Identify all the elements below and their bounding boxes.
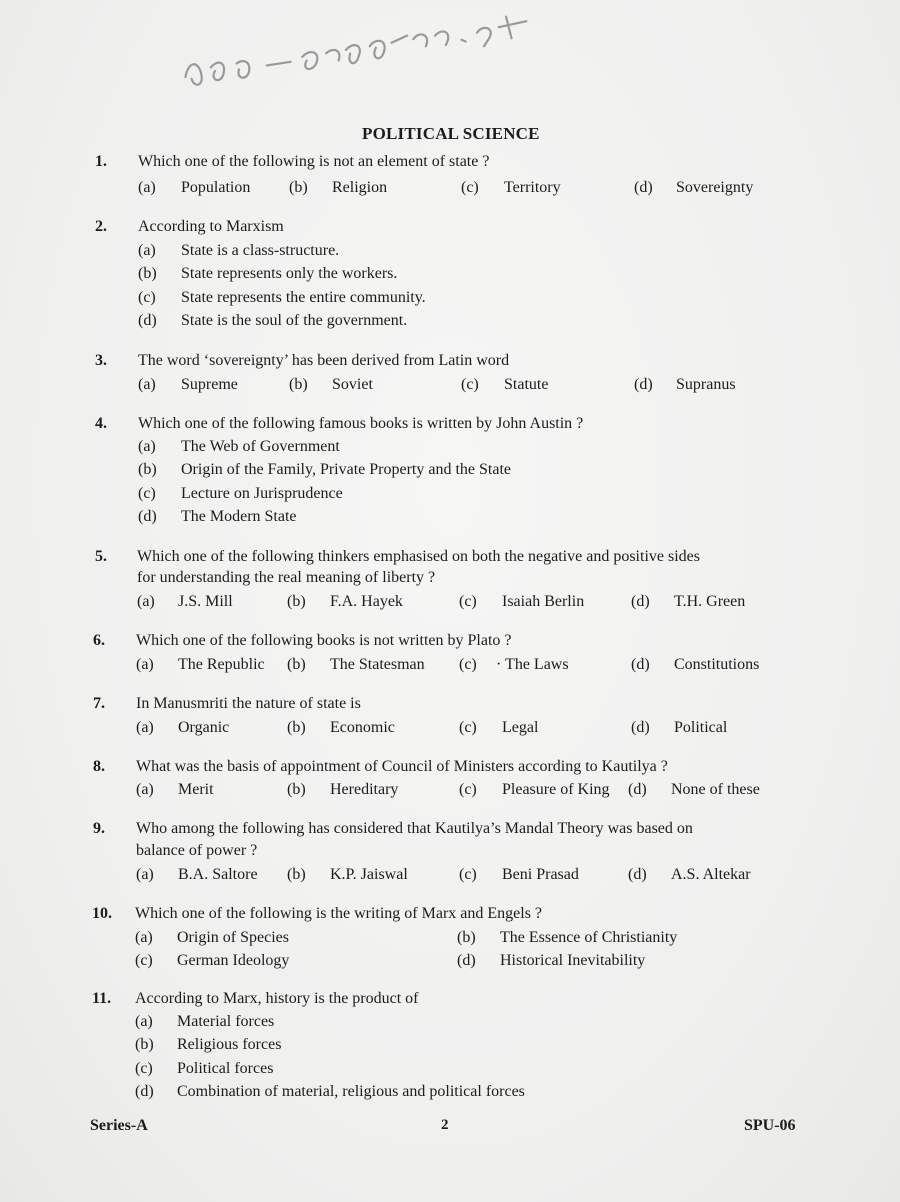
option-text: Population [181,179,251,196]
option-label: (b) [135,1036,154,1053]
question-text: Who among the following has considered that Kautilya’s Mandal Theory was based on [136,820,693,837]
option-label: (d) [628,866,647,883]
question-number: 9. [93,820,105,837]
option-text: · The Laws [496,656,569,673]
option-text: Organic [178,719,230,736]
option-label: (c) [459,719,477,736]
question-number: 6. [93,632,105,649]
option-label: (c) [135,952,153,969]
question-text: Which one of the following is the writing of Marx and Engels ? [135,905,543,922]
question-number: 8. [93,758,105,775]
option-text: State represents the entire community. [181,289,426,306]
option-text: Material forces [177,1013,275,1030]
option-text: Statute [504,376,549,393]
option-text: Sovereignty [676,179,754,196]
option-label: (a) [135,1013,153,1030]
option-text: A.S. Altekar [671,866,751,883]
option-label: (c) [459,593,477,610]
question-text: The word ‘sovereignty’ has been derived from Latin word [138,352,510,369]
option-label: (b) [287,781,306,798]
option-label: (c) [138,485,156,502]
option-text: T.H. Green [674,593,746,610]
option-text: The Republic [178,656,265,673]
option-text: Legal [502,719,539,736]
option-text: Economic [330,719,395,736]
option-label: (a) [137,593,155,610]
question-number: 11. [92,990,112,1007]
option-label: (d) [135,1083,154,1100]
question-text: Which one of the following is not an element of state ? [138,153,490,170]
option-label: (b) [289,179,308,196]
footer-series: Series-A [90,1117,148,1134]
option-label: (c) [459,656,477,673]
option-label: (b) [287,593,306,610]
option-text: Combination of material, religious and political forces [177,1083,525,1100]
option-text: None of these [671,781,760,798]
option-label: (d) [634,179,653,196]
option-label: (d) [634,376,653,393]
option-label: (a) [136,866,154,883]
option-label: (b) [287,656,306,673]
option-text: Isaiah Berlin [502,593,585,610]
option-label: (a) [135,929,153,946]
option-label: (a) [138,242,156,259]
option-text: Political forces [177,1060,274,1077]
option-label: (a) [138,179,156,196]
question-text: According to Marx, history is the product of [135,990,419,1007]
option-text: Beni Prasad [502,866,579,883]
option-label: (d) [628,781,647,798]
question-text: According to Marxism [138,218,284,235]
option-text: Supranus [676,376,736,393]
option-text: The Web of Government [181,438,340,455]
option-label: (d) [138,508,157,525]
option-text: Merit [178,781,214,798]
question-number: 5. [95,548,107,565]
option-text: Religious forces [177,1036,282,1053]
option-label: (b) [287,719,306,736]
option-text: State represents only the workers. [181,265,398,282]
option-text: German Ideology [177,952,290,969]
question-number: 4. [95,415,107,432]
option-text: K.P. Jaiswal [330,866,408,883]
question-text: Which one of the following famous books is written by John Austin ? [138,415,584,432]
footer-page-number: 2 [441,1117,449,1133]
option-text: Historical Inevitability [500,952,646,969]
option-label: (d) [631,593,650,610]
option-text: Origin of Species [177,929,289,946]
option-label: (d) [138,312,157,329]
handwritten-note-scribble [176,4,570,95]
option-text: State is a class-structure. [181,242,340,259]
option-label: (d) [631,656,650,673]
question-text: Which one of the following thinkers emphasised on both the negative and positive sides [137,548,700,565]
question-number: 10. [92,905,112,922]
question-text: balance of power ? [136,842,258,859]
option-text: Origin of the Family, Private Property and the State [181,461,512,478]
option-text: Territory [504,179,561,196]
option-text: Constitutions [674,656,760,673]
option-label: (b) [138,461,157,478]
option-label: (b) [138,265,157,282]
question-number: 1. [95,153,107,170]
question-text: In Manusmriti the nature of state is [136,695,361,712]
option-label: (c) [461,179,479,196]
option-label: (b) [287,866,306,883]
option-text: The Statesman [330,656,425,673]
question-text: Which one of the following books is not written by Plato ? [136,632,512,649]
option-text: Lecture on Jurisprudence [181,485,343,502]
option-label: (a) [138,376,156,393]
option-text: The Essence of Christianity [500,929,678,946]
option-text: Political [674,719,728,736]
section-title: POLITICAL SCIENCE [362,124,540,143]
option-text: Hereditary [330,781,399,798]
option-label: (c) [461,376,479,393]
option-text: J.S. Mill [178,593,233,610]
question-number: 7. [93,695,105,712]
option-text: Religion [332,179,388,196]
option-label: (c) [459,781,477,798]
option-label: (c) [138,289,156,306]
option-label: (a) [136,656,154,673]
option-label: (b) [457,929,476,946]
option-text: F.A. Hayek [330,593,403,610]
footer-code: SPU-06 [744,1117,796,1134]
question-text: for understanding the real meaning of liberty ? [137,569,436,586]
option-text: State is the soul of the government. [181,312,408,329]
question-text: What was the basis of appointment of Council of Ministers according to Kautilya ? [136,758,668,775]
option-label: (c) [459,866,477,883]
option-label: (d) [457,952,476,969]
option-text: B.A. Saltore [178,866,258,883]
option-label: (a) [138,438,156,455]
option-text: Supreme [181,376,238,393]
option-text: The Modern State [181,508,297,525]
option-label: (a) [136,719,154,736]
option-label: (c) [135,1060,153,1077]
question-number: 3. [95,352,107,369]
option-text: Pleasure of King [502,781,610,798]
option-label: (a) [136,781,154,798]
question-number: 2. [95,218,107,235]
option-text: Soviet [332,376,373,393]
option-label: (b) [289,376,308,393]
option-label: (d) [631,719,650,736]
